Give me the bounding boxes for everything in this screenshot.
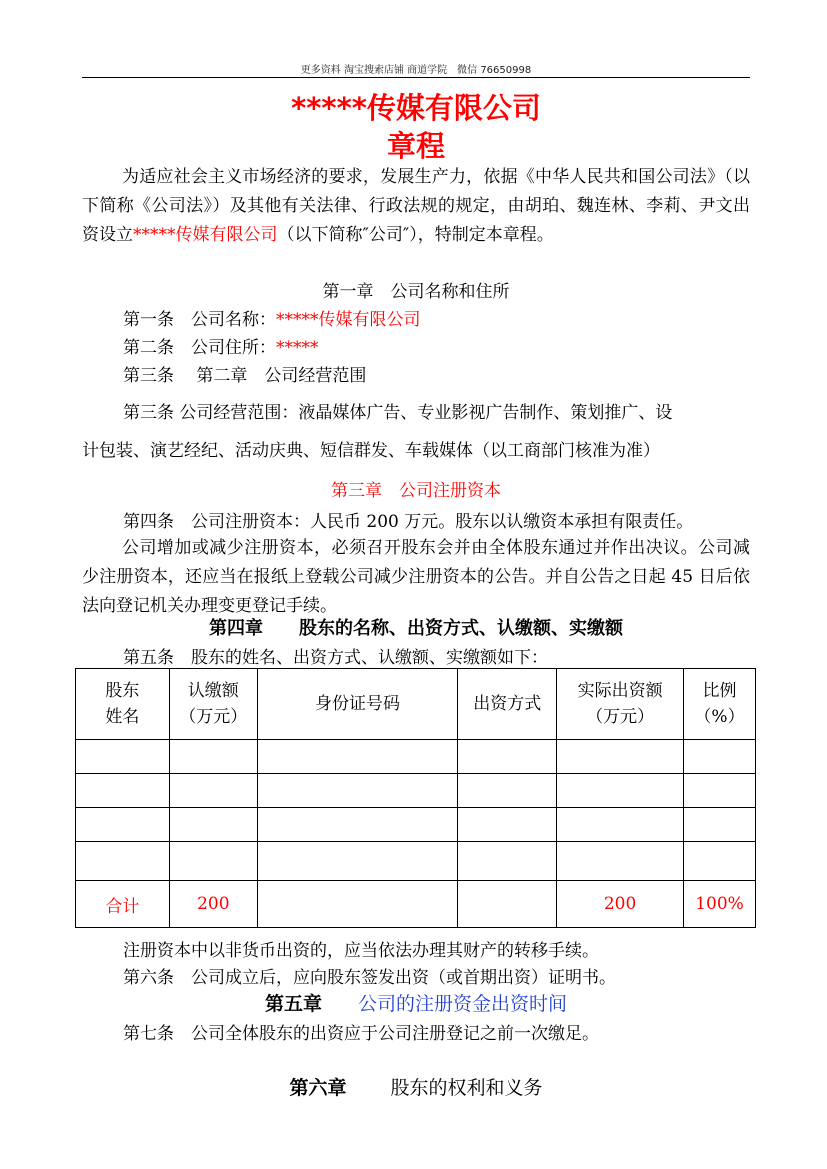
col-header-contribution-method: 出资方式 xyxy=(458,669,557,740)
preamble-company-name: *****传媒有限公司 xyxy=(133,225,278,245)
business-scope-line-2: 计包装、演艺经纪、活动庆典、短信群发、车载媒体（以工商部门核准为准） xyxy=(82,441,660,461)
table-total-row xyxy=(76,881,756,928)
article-2-label: 第二条 公司住所： xyxy=(123,338,276,358)
total-label: 合计 xyxy=(76,881,170,928)
article-1-label: 第一条 公司名称： xyxy=(123,310,276,330)
chapter-3-heading: 第三章 公司注册资本 xyxy=(331,481,501,501)
article-5: 第五条 股东的姓名、出资方式、认缴额、实缴额如下： xyxy=(123,648,548,668)
col-header-actual-contribution: 实际出资额 （万元） xyxy=(557,669,684,740)
article-6: 第六条 公司成立后，应向股东签发出资（或首期出资）证明书。 xyxy=(123,968,616,988)
col-header-shareholder-name: 股东 姓名 xyxy=(76,669,170,740)
table-row xyxy=(76,740,756,774)
article-1 xyxy=(82,305,750,330)
preamble-text-2: （以下简称″公司″），特制定本章程。 xyxy=(277,225,554,245)
article-1-value: *****传媒有限公司 xyxy=(276,310,421,330)
chapter-6-heading xyxy=(82,1073,750,1100)
table-header-row xyxy=(76,669,756,740)
article-2-value: ***** xyxy=(276,338,319,358)
doc-title-company: *****传媒有限公司 xyxy=(291,91,541,125)
header-rule xyxy=(82,77,750,78)
page-header: 更多资料 淘宝搜索店铺 商道学院 微信 76650998 xyxy=(300,65,532,76)
col-header-ratio: 比例 （%） xyxy=(684,669,756,740)
business-scope-line-1: 第三条 公司经营范围：液晶媒体广告、专业影视广告制作、策划推广、设 xyxy=(123,403,673,423)
shareholder-table xyxy=(75,668,756,928)
table-row xyxy=(76,842,756,881)
article-3-chapter-2: 第三条 第二章 公司经营范围 xyxy=(123,366,367,386)
total-id xyxy=(257,881,458,928)
doc-title-charter: 章程 xyxy=(386,129,445,163)
chapter-6-number: 第六章 xyxy=(289,1077,347,1099)
chapter-5-number: 第五章 xyxy=(264,993,322,1015)
table-row xyxy=(76,808,756,842)
total-method xyxy=(458,881,557,928)
chapter-5-heading xyxy=(82,989,750,1016)
col-header-id-number: 身份证号码 xyxy=(257,669,458,740)
preamble-paragraph xyxy=(82,163,750,250)
table-row xyxy=(76,774,756,808)
total-subscribed: 200 xyxy=(169,881,257,928)
chapter-5-title: 公司的注册资金出资时间 xyxy=(358,993,568,1015)
article-2 xyxy=(82,333,750,358)
total-ratio: 100% xyxy=(684,881,756,928)
article-4: 第四条 公司注册资本：人民币 200 万元。股东以认缴资本承担有限责任。 xyxy=(123,512,694,532)
chapter-1-heading: 第一章 公司名称和住所 xyxy=(322,282,510,302)
non-cash-contribution-note: 注册资本中以非货币出资的，应当依法办理其财产的转移手续。 xyxy=(123,941,599,961)
chapter-6-title: 股东的权利和义务 xyxy=(390,1077,543,1099)
chapter-4-heading: 第四章 股东的名称、出资方式、认缴额、实缴额 xyxy=(209,618,623,639)
preamble-text-1: 为适应社会主义市场经济的要求，发展生产力，依据《中华人民共和国公司法》（以下简称《公司法》）及其他有关法律、行政法规的规定，由胡珀、魏连林、李莉、尹文出资设立 xyxy=(82,167,750,245)
article-7: 第七条 公司全体股东的出资应于公司注册登记之前一次缴足。 xyxy=(123,1024,599,1044)
total-actual: 200 xyxy=(557,881,684,928)
col-header-subscribed-amount: 认缴额 （万元） xyxy=(169,669,257,740)
capital-change-paragraph: 公司增加或减少注册资本，必须召开股东会并由全体股东通过并作出决议。公司减少注册资本，还应当在报纸上登载公司减少注册资本的公告。并自公告之日起 45 日后依法向登记机关办理变更登记手续。 xyxy=(82,538,750,616)
